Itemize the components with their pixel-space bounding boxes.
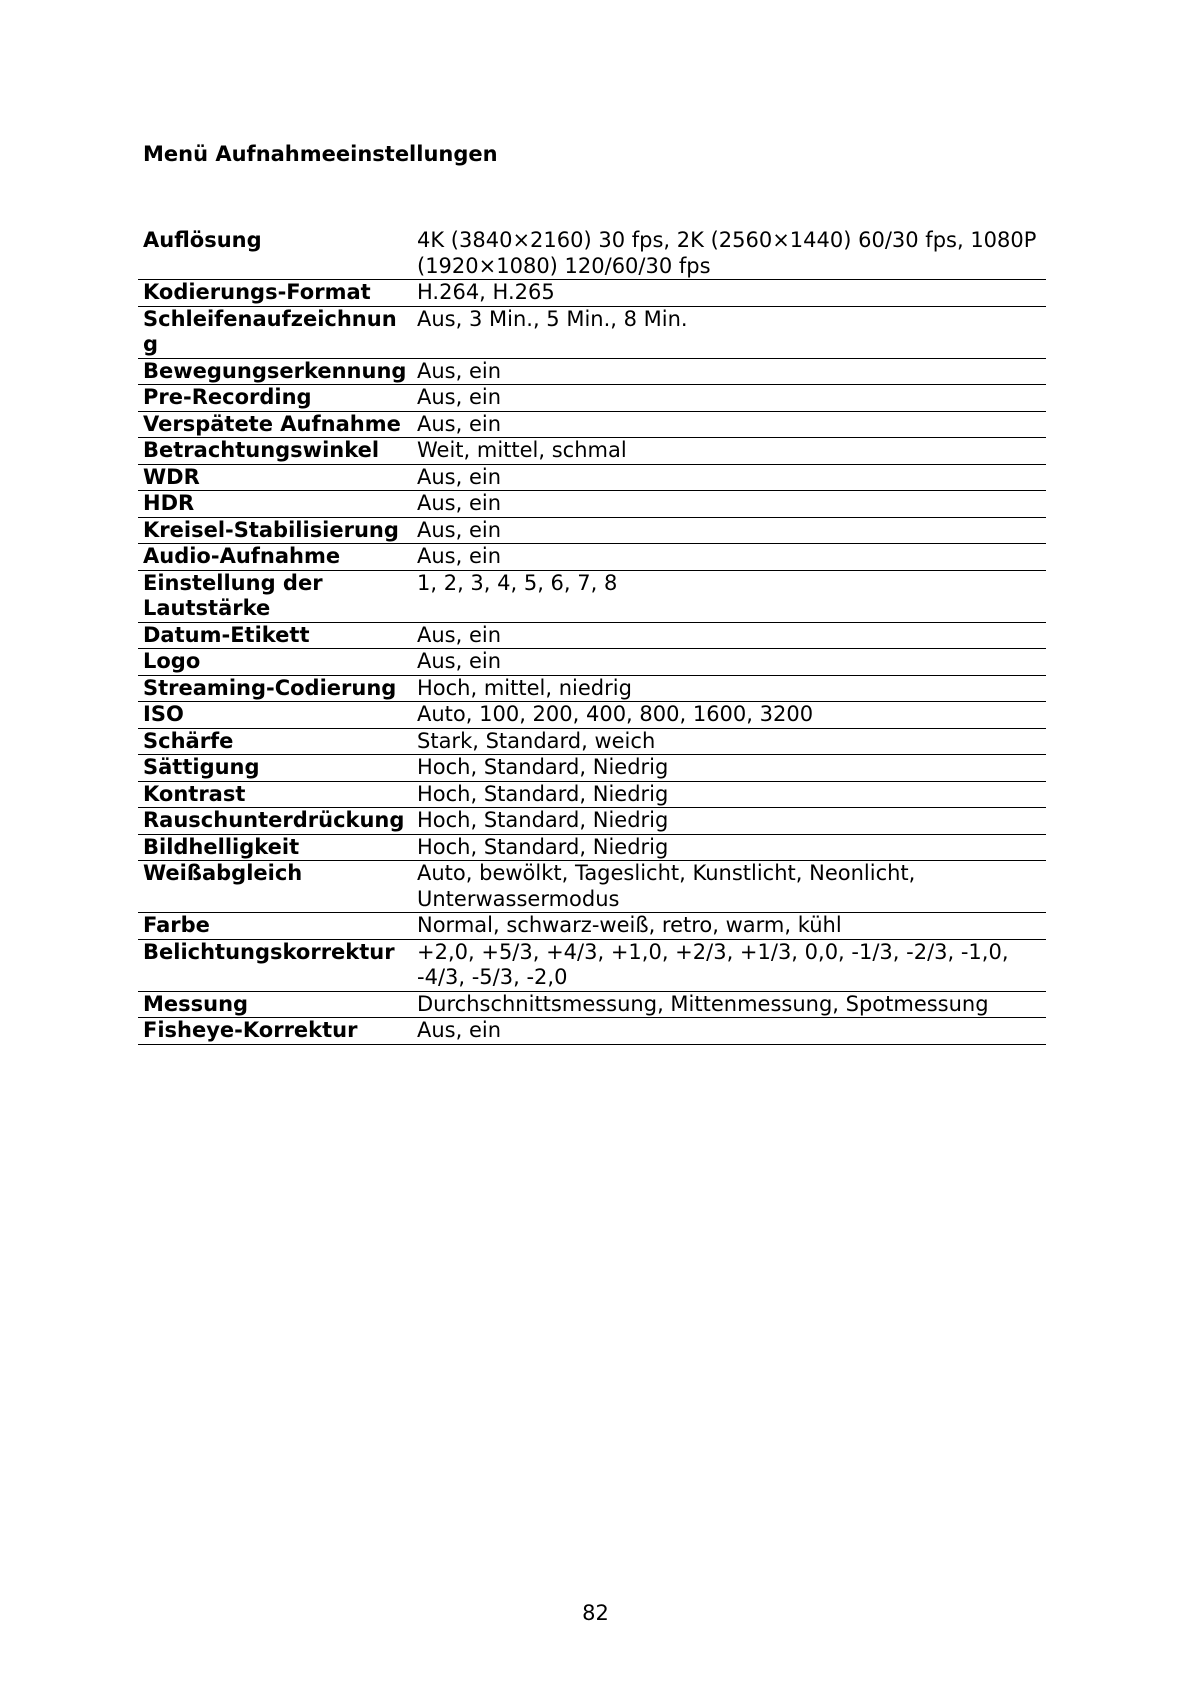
setting-value: Aus, ein [412,544,1046,571]
setting-value: Hoch, mittel, niedrig [412,675,1046,702]
table-row [138,306,1046,358]
table-row [138,411,1046,438]
table-row [138,834,1046,861]
page-number: 82 [582,1601,609,1625]
table-row [138,570,1046,622]
table-row [138,649,1046,676]
setting-value: Aus, ein [412,358,1046,385]
setting-value: Hoch, Standard, Niedrig [412,834,1046,861]
setting-label: Schleifenaufzeichnung [138,306,412,358]
table-row [138,781,1046,808]
setting-label: Bewegungserkennung [138,358,412,385]
setting-value: 1, 2, 3, 4, 5, 6, 7, 8 [412,570,1046,622]
setting-value: 4K (3840×2160) 30 fps, 2K (2560×1440) 60/30 fps, 1080P (1920×1080) 120/60/30 fps [412,228,1046,280]
setting-label: WDR [138,464,412,491]
setting-label: Auflösung [138,228,412,280]
setting-label: Kontrast [138,781,412,808]
table-row [138,1018,1046,1045]
setting-label: Bildhelligkeit [138,834,412,861]
setting-value: Durchschnittsmessung, Mittenmessung, Spotmessung [412,991,1046,1018]
setting-label: Datum-Etikett [138,622,412,649]
table-row [138,464,1046,491]
setting-label: Schärfe [138,728,412,755]
setting-label: Belichtungskorrektur [138,939,412,991]
setting-value: +2,0, +5/3, +4/3, +1,0, +2/3, +1/3, 0,0, -1/3, -2/3, -1,0, -4/3, -5/3, -2,0 [412,939,1046,991]
setting-label: Farbe [138,913,412,940]
setting-value: Aus, ein [412,1018,1046,1045]
setting-value: Stark, Standard, weich [412,728,1046,755]
setting-label: Messung [138,991,412,1018]
setting-label: HDR [138,491,412,518]
table-row [138,675,1046,702]
setting-value: Hoch, Standard, Niedrig [412,755,1046,782]
setting-label: ISO [138,702,412,729]
table-row [138,702,1046,729]
setting-value: Normal, schwarz-weiß, retro, warm, kühl [412,913,1046,940]
setting-value: Aus, ein [412,622,1046,649]
table-row [138,622,1046,649]
setting-label: Kodierungs-Format [138,280,412,307]
setting-label: Logo [138,649,412,676]
setting-label: Betrachtungswinkel [138,438,412,465]
setting-value: Aus, 3 Min., 5 Min., 8 Min. [412,306,1046,358]
setting-label: Pre-Recording [138,385,412,412]
table-row [138,544,1046,571]
setting-value: Aus, ein [412,385,1046,412]
setting-label: Streaming-Codierung [138,675,412,702]
setting-value: Aus, ein [412,517,1046,544]
table-row [138,808,1046,835]
table-row [138,991,1046,1018]
setting-label: Audio-Aufnahme [138,544,412,571]
setting-label: Fisheye-Korrektur [138,1018,412,1045]
setting-label: Verspätete Aufnahme [138,411,412,438]
setting-value: Aus, ein [412,464,1046,491]
setting-label: Einstellung der Lautstärke [138,570,412,622]
setting-label: Sättigung [138,755,412,782]
table-row [138,358,1046,385]
setting-value: Auto, bewölkt, Tageslicht, Kunstlicht, Neonlicht, Unterwassermodus [412,861,1046,913]
setting-value: Aus, ein [412,411,1046,438]
table-row [138,728,1046,755]
setting-value: Hoch, Standard, Niedrig [412,781,1046,808]
setting-label: Rauschunterdrückung [138,808,412,835]
table-row [138,755,1046,782]
table-row [138,939,1046,991]
recording-settings-table [138,228,1046,1045]
page-title: Menü Aufnahmeeinstellungen [143,142,498,166]
setting-label: Kreisel-Stabilisierung [138,517,412,544]
setting-label: Weißabgleich [138,861,412,913]
setting-value: Aus, ein [412,491,1046,518]
setting-value: H.264, H.265 [412,280,1046,307]
table-row [138,385,1046,412]
table-row [138,438,1046,465]
setting-value: Aus, ein [412,649,1046,676]
setting-value: Hoch, Standard, Niedrig [412,808,1046,835]
table-row [138,280,1046,307]
table-row [138,517,1046,544]
setting-value: Auto, 100, 200, 400, 800, 1600, 3200 [412,702,1046,729]
table-row [138,491,1046,518]
table-row [138,861,1046,913]
table-row [138,913,1046,940]
table-row [138,228,1046,280]
setting-value: Weit, mittel, schmal [412,438,1046,465]
